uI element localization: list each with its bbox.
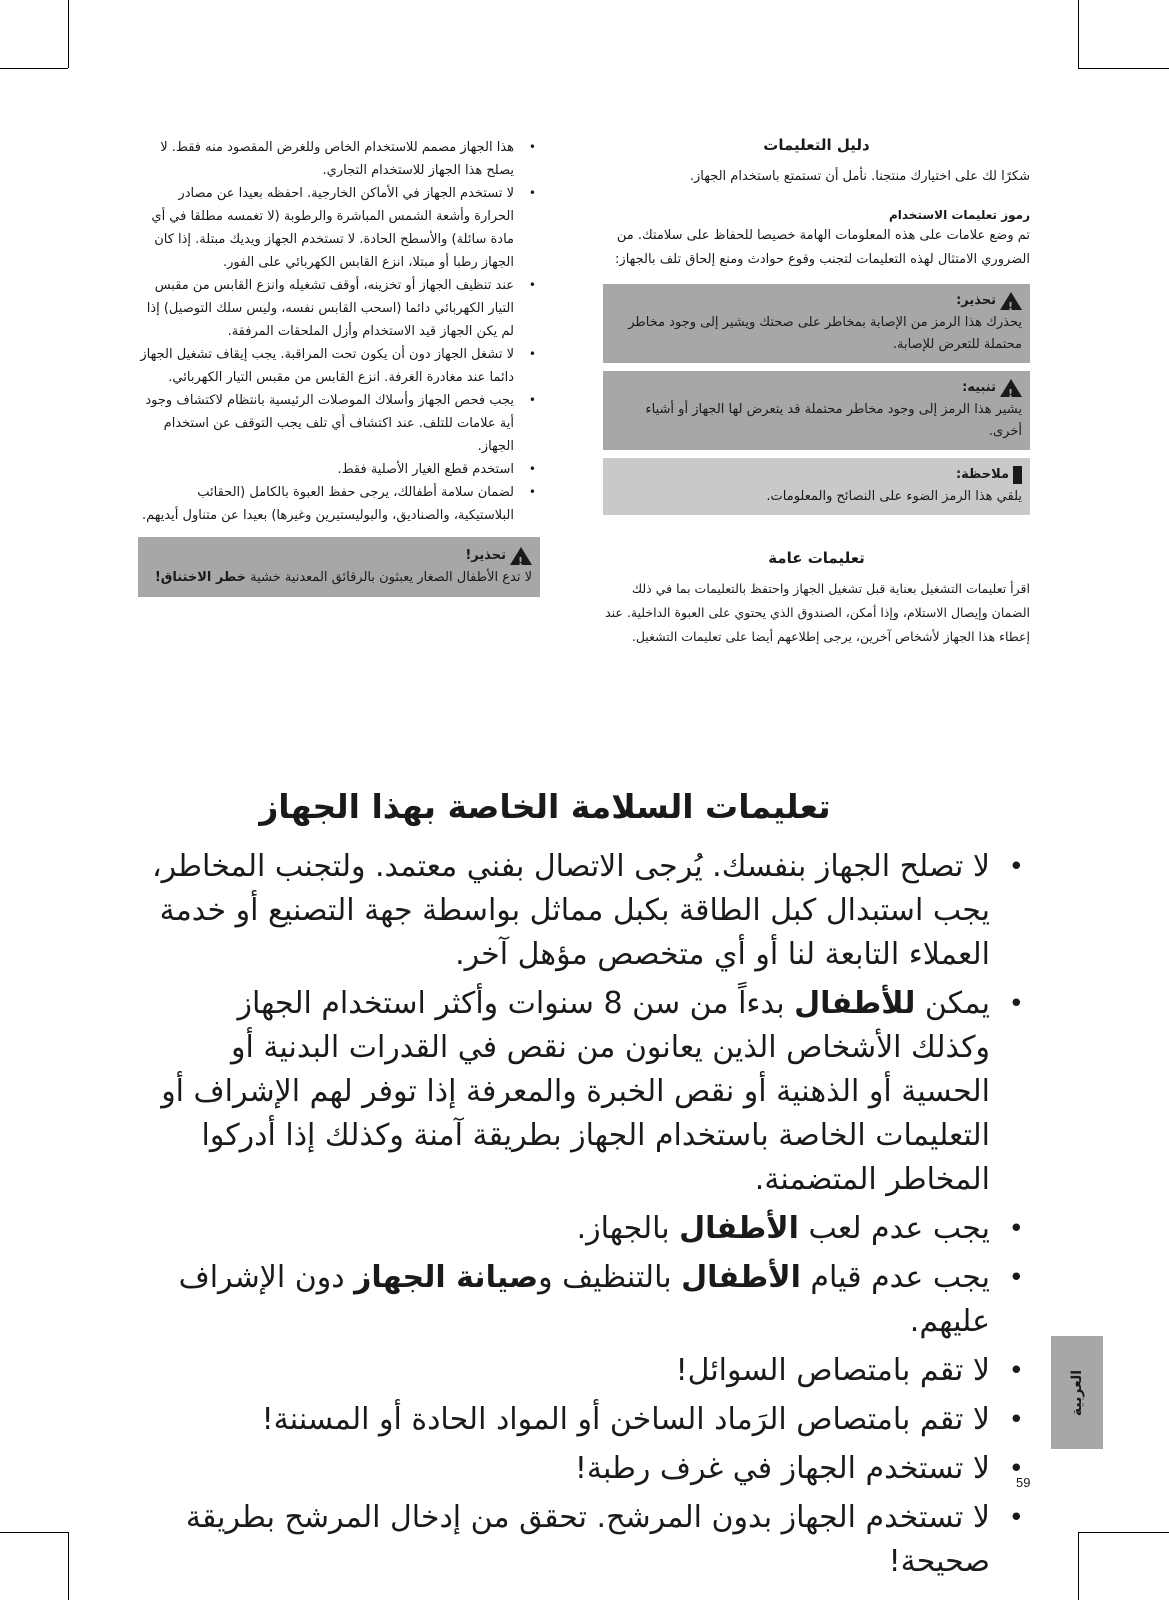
crop-mark-top-right-h xyxy=(1078,68,1169,69)
crop-mark-bottom-right-v xyxy=(1078,1532,1079,1600)
symbols-title: رموز تعليمات الاستخدام xyxy=(888,208,1030,222)
item2-rest: بدءاً من سن 8 سنوات وأكثر استخدام الجهاز وكذلك الأشخاص الذين يعانون من نقص في القدرات البدنية أو الحسية أو الذهنية أو نقص الخبرة والمعرفة إذا توفر لهم الإشراف أو التعليمات الخاصة باستخدام الجهاز بطريقة آمنة وكذلك إذا أدركوا المخاطر المتضمنة. xyxy=(161,986,990,1197)
warning-text: يحذرك هذا الرمز من الإصابة بمخاطر على صحتك ويشير إلى وجود مخاطر محتملة للتعرض للإصابة. xyxy=(628,315,1022,352)
list-item: • استخدم قطع الغيار الأصلية فقط. xyxy=(138,458,540,481)
item4-start: يجب عدم قيام xyxy=(810,1260,990,1295)
crop-mark-top-right-v xyxy=(1078,0,1079,68)
warning-triangle-icon xyxy=(510,547,532,565)
device-safety-list xyxy=(150,845,1030,1589)
list-item xyxy=(150,982,1030,1202)
caution-triangle-icon xyxy=(1000,379,1022,397)
item4-bold-2: صيانة الجهاز xyxy=(354,1260,539,1295)
thanks-text: شكرًا لك على اختيارك منتجنا. نأمل أن تستمتع باستخدام الجهاز. xyxy=(689,169,1030,184)
crop-mark-top-left-h xyxy=(0,68,68,69)
list-item: • هذا الجهاز مصمم للاستخدام الخاص وللغرض المقصود منه فقط. لا يصلح هذا الجهاز للاستخدام التجاري. xyxy=(138,136,540,182)
crop-mark-bottom-right-h xyxy=(1078,1532,1169,1533)
choking-warning-box xyxy=(138,537,540,597)
note-text: يلقي هذا الرمز الضوء على النصائح والمعلومات. xyxy=(766,489,1022,504)
crop-mark-top-left-v xyxy=(68,0,69,68)
list-item xyxy=(150,1207,1030,1251)
list-item xyxy=(150,1256,1030,1344)
general-safety-list xyxy=(138,136,540,527)
caution-text: يشير هذا الرمز إلى وجود مخاطر محتملة قد يتعرض لها الجهاز أو أشياء أخرى. xyxy=(645,402,1022,439)
list-item: • لا تقم بامتصاص الرَماد الساخن أو المواد الحادة أو المسننة! xyxy=(150,1398,1030,1442)
caution-box xyxy=(603,371,1030,450)
note-box xyxy=(603,458,1030,515)
list-item: • لا تستخدم الجهاز في الأماكن الخارجية. احفظه بعيدا عن مصادر الحرارة وأشعة الشمس المباشرة والرطوبة (لا تغمسه مطلقا في أي مادة سائلة) والأسطح الحادة. لا تستخدم الجهاز ويديك مبتلة. إذا كان الجهاز رطبا أو مبتلا، انزع القابس الكهربائي على الفور. xyxy=(138,182,540,274)
page-number: 59 xyxy=(1016,1475,1031,1490)
list-item: • لضمان سلامة أطفالك، يرجى حفظ العبوة بالكامل (الحقائب البلاستيكية، والصناديق، والبوليستيرين وغيرها) بعيدا عن متناول أيديهم. xyxy=(138,481,540,527)
warning-box xyxy=(603,284,1030,363)
general-title: تعليمات عامة xyxy=(768,549,865,567)
language-tab-label: العربية xyxy=(1068,1369,1085,1416)
left-column xyxy=(138,136,540,597)
item4-rest: دون الإشراف عليهم. xyxy=(178,1260,990,1339)
crop-mark-bottom-left-v xyxy=(68,1532,69,1600)
list-item: • لا تشغل الجهاز دون أن يكون تحت المراقبة. يجب إيقاف تشغيل الجهاز دائما عند مغادرة الغرفة. انزع القابس من مقبس التيار الكهربائي. xyxy=(138,343,540,389)
safety-title: تعليمات السلامة الخاصة بهذا الجهاز xyxy=(259,787,831,826)
right-column xyxy=(603,136,1030,649)
warning-heading: تحذير: xyxy=(956,293,996,308)
choking-warning-text: لا تدع الأطفال الصغار يعبثون بالرقائق المعدنية خشية xyxy=(250,570,532,585)
item4-mid: بالتنظيف و xyxy=(538,1260,672,1295)
crop-mark-bottom-left-h xyxy=(0,1532,68,1533)
note-heading: ملاحظة: xyxy=(955,467,1009,482)
caution-heading: تنبيه: xyxy=(962,380,996,395)
list-item: • عند تنظيف الجهاز أو تخزينه، أوقف تشغيله وانزع القابس من مقبس التيار الكهربائي دائما (اسحب القابس نفسه، وليس سلك التوصيل) إذا لم يكن الجهاز قيد الاستخدام وأزل الملحقات المرفقة. xyxy=(138,274,540,343)
choking-warning-emphasis: خطر الاختناق! xyxy=(154,570,247,585)
symbols-text: تم وضع علامات على هذه المعلومات الهامة خصيصا للحفاظ على سلامتك. من الضروري الامتثال لهذه التعليمات لتجنب وقوع حوادث ومنع إلحاق تلف بالجهاز: xyxy=(615,228,1030,267)
item3-start: يجب عدم لعب xyxy=(808,1211,990,1246)
warning-triangle-icon xyxy=(1000,292,1022,310)
item3-bold: الأطفال xyxy=(679,1211,799,1246)
list-item: • لا تقم بامتصاص السوائل! xyxy=(150,1349,1030,1393)
item2-bold: للأطفال xyxy=(794,986,916,1021)
list-item: • لا تستخدم الجهاز في غرف رطبة! xyxy=(150,1447,1030,1491)
item3-rest: بالجهاز. xyxy=(576,1211,670,1246)
item4-bold-1: الأطفال xyxy=(681,1260,801,1295)
list-item: • يجب فحص الجهاز وأسلاك الموصلات الرئيسية بانتظام لاكتشاف وجود أية علامات للتلف. عند اكتشاف أي تلف يجب التوقف عن استخدام الجهاز. xyxy=(138,389,540,458)
info-icon xyxy=(1013,466,1022,484)
choking-warning-heading: تحذير! xyxy=(465,548,506,563)
item2-start: يمكن xyxy=(924,986,990,1021)
language-tab xyxy=(1051,1336,1103,1449)
list-item: • لا تستخدم الجهاز بدون المرشح. تحقق من إدخال المرشح بطريقة صحيحة! xyxy=(150,1496,1030,1584)
list-item: • لا تصلح الجهاز بنفسك. يُرجى الاتصال بفني معتمد. ولتجنب المخاطر، يجب استبدال كبل الطاقة بكبل مماثل بواسطة جهة التصنيع أو خدمة العملاء التابعة لنا أو أي متخصص مؤهل آخر. xyxy=(150,845,1030,977)
manual-title: دليل التعليمات xyxy=(763,136,870,154)
general-text: اقرأ تعليمات التشغيل بعناية قبل تشغيل الجهاز واحتفظ بالتعليمات بما في ذلك الضمان وإيصال الاستلام، وإذا أمكن، الصندوق الذي يحتوي على العبوة الداخلية. عند إعطاء هذا الجهاز لأشخاص آخرين، يرجى إطلاعهم أيضا على تعليمات التشغيل. xyxy=(605,581,1030,644)
